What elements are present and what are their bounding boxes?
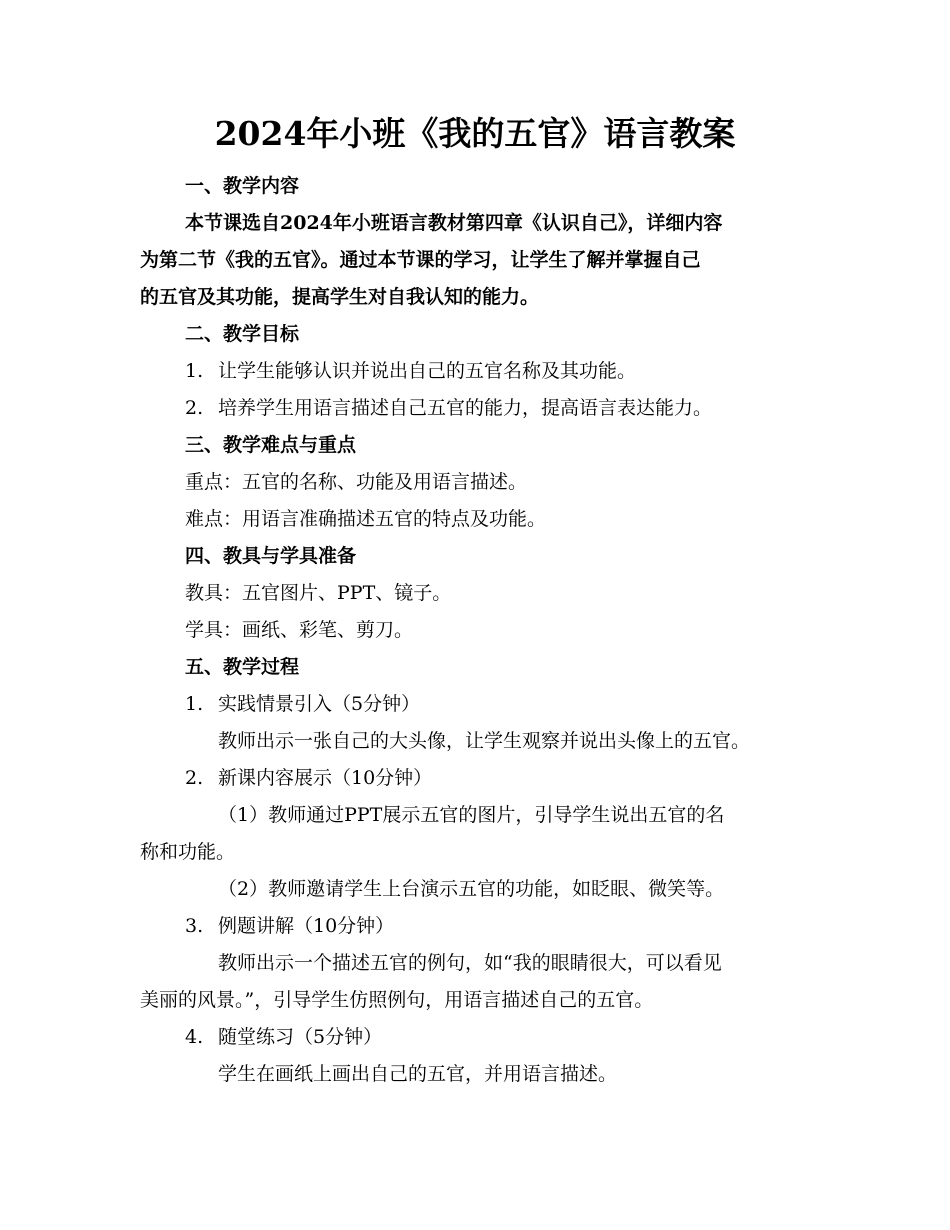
step-3-description-line-1: 教师出示一个描述五官的例句，如“我的眼睛很大，可以看见: [218, 952, 722, 974]
section-heading-difficulties: 三、教学难点与重点: [185, 434, 357, 456]
difficult-point: 难点：用语言准确描述五官的特点及功能。: [185, 508, 547, 530]
process-step-1: [185, 691, 420, 717]
step-title: 随堂练习（5分钟）: [218, 1026, 383, 1048]
section-heading-content: 一、教学内容: [185, 175, 300, 197]
step-3-description-line-2: 美丽的风景。”，引导学生仿照例句，用语言描述自己的五官。: [140, 989, 654, 1011]
document-title: 2024年小班《我的五官》语言教案: [214, 114, 736, 153]
section-heading-materials: 四、教具与学具准备: [185, 545, 357, 567]
teacher-materials: 教具：五官图片、PPT、镜子。: [185, 582, 452, 604]
process-step-4: [185, 1024, 382, 1050]
step-number: 4.: [185, 1026, 204, 1048]
step-number: 2.: [185, 767, 204, 789]
step-title: 实践情景引入（5分钟）: [218, 693, 421, 715]
goal-number: 2.: [185, 397, 204, 419]
process-step-2: [185, 765, 432, 791]
step-1-description: 教师出示一张自己的大头像，让学生观察并说出头像上的五官。: [218, 730, 751, 752]
goal-item-1: [185, 358, 636, 384]
step-title: 例题讲解（10分钟）: [218, 915, 395, 937]
step-2-sub-1-line-1: （1）教师通过PPT展示五官的图片，引导学生说出五官的名: [218, 804, 725, 826]
step-4-description: 学生在画纸上画出自己的五官，并用语言描述。: [218, 1063, 618, 1085]
content-paragraph-line-3: 的五官及其功能，提高学生对自我认知的能力。: [140, 286, 540, 308]
goal-text: 培养学生用语言描述自己五官的能力，提高语言表达能力。: [218, 397, 713, 419]
student-materials: 学具：画纸、彩笔、剪刀。: [185, 619, 414, 641]
goal-text: 让学生能够认识并说出自己的五官名称及其功能。: [218, 360, 637, 382]
section-heading-process: 五、教学过程: [185, 656, 300, 678]
goal-number: 1.: [185, 360, 204, 382]
process-step-3: [185, 913, 394, 939]
step-2-sub-2: （2）教师邀请学生上台演示五官的功能，如眨眼、微笑等。: [218, 878, 725, 900]
content-paragraph-line-1: 本节课选自2024年小班语言教材第四章《认识自己》，详细内容: [185, 212, 723, 234]
step-number: 1.: [185, 693, 204, 715]
step-2-sub-1-line-2: 称和功能。: [140, 841, 236, 863]
step-number: 3.: [185, 915, 204, 937]
content-paragraph-line-2: 为第二节《我的五官》。通过本节课的学习，让学生了解并掌握自己: [140, 249, 701, 271]
goal-item-2: [185, 395, 712, 421]
step-title: 新课内容展示（10分钟）: [218, 767, 433, 789]
key-point: 重点：五官的名称、功能及用语言描述。: [185, 471, 528, 493]
section-heading-goals: 二、教学目标: [185, 323, 300, 345]
